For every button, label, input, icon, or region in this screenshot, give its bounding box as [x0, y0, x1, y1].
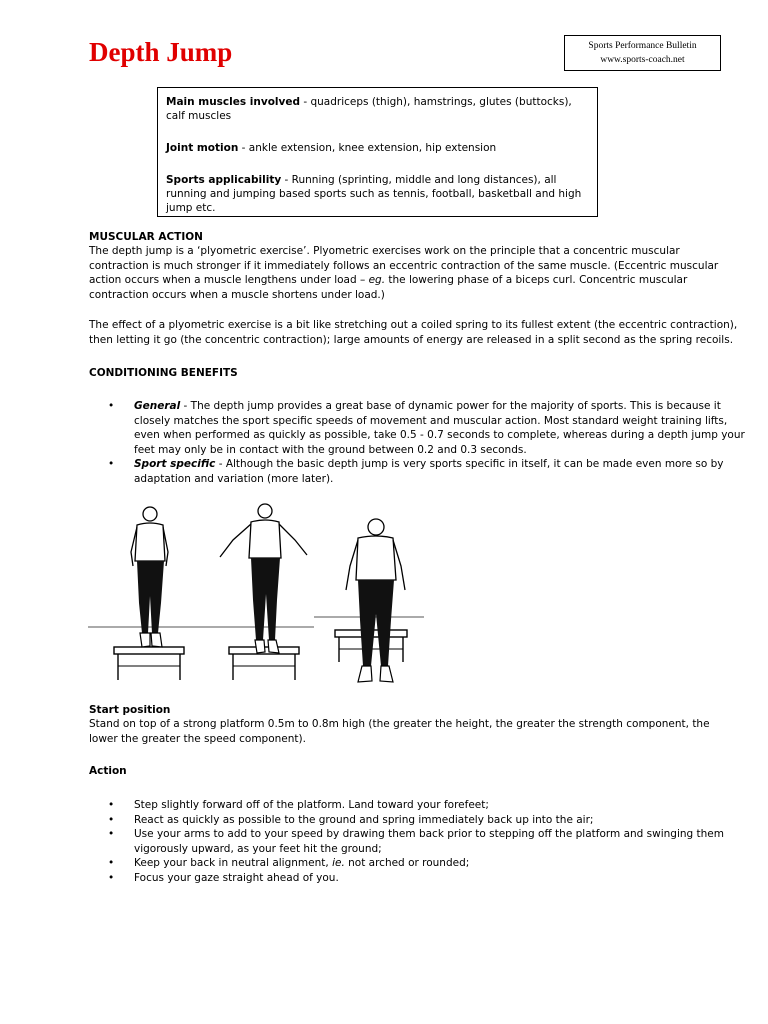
list-item	[108, 399, 746, 457]
action-list	[108, 798, 734, 885]
bullet-glyph: •	[108, 871, 115, 884]
bullet-glyph: •	[108, 828, 115, 840]
joint-text: - ankle extension, knee extension, hip extension	[238, 142, 497, 154]
muscles-text: - quadriceps (thigh), hamstrings, glutes (buttocks), calf muscles	[166, 96, 572, 122]
bulletin-url: www.sports-coach.net	[600, 55, 685, 65]
specific-text: - Although the basic depth jump is very sports specific in itself, it can be made even more so by adaptation and variation (more later).	[134, 458, 724, 485]
list-item	[108, 813, 734, 828]
ie-abbrev: ie.	[332, 857, 345, 869]
muscular-action-heading: MUSCULAR ACTION	[89, 231, 203, 243]
muscular-action-paragraph	[89, 244, 739, 302]
action-step-text: not arched or rounded;	[344, 857, 470, 869]
bullet-glyph: •	[108, 813, 115, 826]
conditioning-list	[108, 399, 746, 486]
specific-label: Sport specific	[134, 458, 216, 470]
muscular-text-b: the lowering phase of a biceps curl. Concentric muscular contraction occurs when a muscle shortens under load.)	[89, 274, 688, 301]
general-text: - The depth jump provides a great base of dynamic power for the majority of sports. This is because it closely matches the sport specific speeds of movement and muscular action. Most standard weight training lifts, even when performed as quickly as possible, take 0.5 - 0.7 seconds to complete, whereas during a depth jump your feet may only be in contact with the ground between 0.2 and 0.3 seconds.	[134, 400, 745, 456]
bulletin-box	[564, 35, 721, 71]
conditioning-heading: CONDITIONING BENEFITS	[89, 367, 238, 379]
bullet-glyph: •	[108, 458, 115, 470]
start-position-text: Stand on top of a strong platform 0.5m to 0.8m high (the greater the height, the greater the strength component, the lower the greater the speed component).	[89, 718, 710, 745]
sports-label: Sports applicability	[166, 174, 282, 186]
action-heading: Action	[89, 765, 127, 777]
bullet-glyph: •	[108, 799, 115, 811]
bullet-glyph: •	[108, 857, 115, 869]
eg-abbrev: eg.	[368, 274, 386, 286]
page-title: Depth Jump	[89, 37, 233, 67]
figure-standing-on-box	[114, 507, 184, 680]
spring-analogy-paragraph: The effect of a plyometric exercise is a bit like stretching out a coiled spring to its fullest extent (the eccentric contraction), then letting it go (the concentric contraction); large amounts of energy are released in a split second as the spring recoils.	[89, 319, 738, 346]
figure-stepping-off	[220, 504, 307, 680]
sports-row	[166, 173, 589, 215]
muscles-label: Main muscles involved	[166, 96, 300, 108]
start-position-heading: Start position	[89, 704, 171, 716]
bulletin-name: Sports Performance Bulletin	[588, 41, 697, 51]
action-step-text: Use your arms to add to your speed by drawing them back prior to stepping off the platform and swinging them vigorously upward, as your feet hit the ground;	[134, 828, 724, 855]
general-label: General	[134, 400, 181, 412]
list-item	[108, 856, 734, 871]
depth-jump-illustration	[88, 500, 428, 690]
bullet-glyph: •	[108, 400, 115, 412]
sports-text: - Running (sprinting, middle and long distances), all running and jumping based sports such as tennis, football, basketball and high jump etc.	[166, 174, 582, 214]
joint-row	[166, 141, 589, 155]
muscles-row	[166, 95, 589, 123]
list-item	[108, 457, 746, 486]
list-item	[108, 827, 734, 856]
list-item	[108, 871, 734, 886]
summary-box	[157, 87, 598, 217]
figure-landing	[335, 519, 407, 682]
action-step-text: React as quickly as possible to the ground and spring immediately back up into the air;	[134, 813, 594, 826]
action-step-text: Step slightly forward off of the platform. Land toward your forefeet;	[134, 799, 489, 811]
muscular-text-a: The depth jump is a ‘plyometric exercise’. Plyometric exercises work on the principle that a concentric muscular contraction is much stronger if it immediately follows an eccentric contraction of the same muscle. (Eccentric muscular action occurs when a muscle lengthens under load –	[89, 245, 719, 286]
joint-label: Joint motion	[166, 142, 239, 154]
action-step-text: Focus your gaze straight ahead of you.	[134, 871, 339, 884]
list-item	[108, 798, 734, 813]
action-step-text: Keep your back in neutral alignment,	[134, 857, 333, 869]
